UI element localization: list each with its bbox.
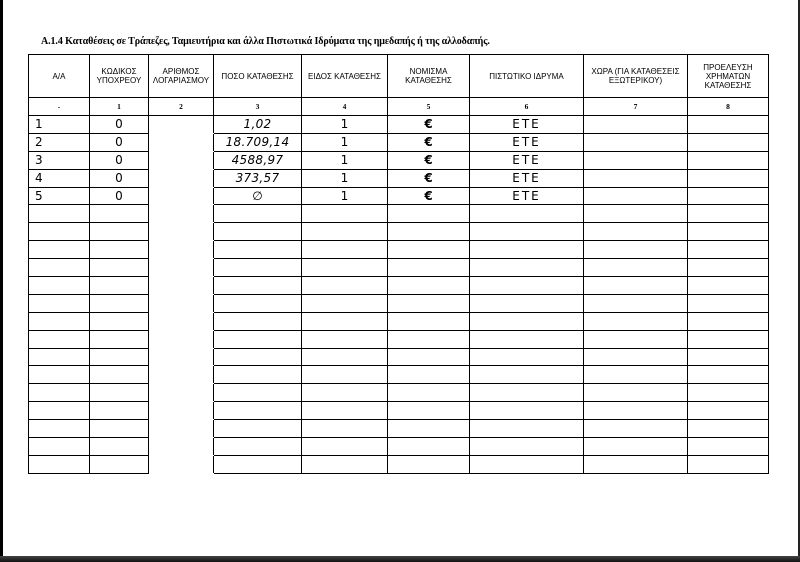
cell-empty — [29, 277, 90, 295]
cell-empty — [302, 455, 388, 473]
cell-empty — [688, 259, 769, 277]
cell-empty — [688, 205, 769, 223]
cell-empty — [302, 366, 388, 384]
cell-empty — [584, 330, 688, 348]
cell-empty — [214, 455, 302, 473]
cell-empty — [388, 366, 470, 384]
header-funds-source — [688, 55, 769, 98]
cell-account-number-redacted — [149, 312, 214, 330]
cell-empty — [214, 384, 302, 402]
cell-aa: 3 — [29, 151, 90, 169]
table-row-empty — [29, 312, 769, 330]
column-number: 7 — [584, 98, 688, 116]
cell-empty — [688, 223, 769, 241]
cell-empty — [584, 205, 688, 223]
header-account-number — [149, 55, 214, 98]
cell-empty — [214, 330, 302, 348]
cell-empty — [688, 241, 769, 259]
cell-empty — [470, 294, 584, 312]
cell-obligor-code: 0 — [90, 187, 149, 205]
cell-deposit-amount: 18.709,14 — [214, 133, 302, 151]
cell-empty — [214, 294, 302, 312]
cell-empty — [388, 438, 470, 456]
cell-empty — [470, 438, 584, 456]
cell-funds-source — [688, 151, 769, 169]
column-number: 8 — [688, 98, 769, 116]
table-row-empty — [29, 223, 769, 241]
cell-empty — [302, 402, 388, 420]
cell-empty — [29, 384, 90, 402]
cell-empty — [214, 438, 302, 456]
cell-deposit-amount: 4588,97 — [214, 151, 302, 169]
cell-deposit-type: 1 — [302, 187, 388, 205]
cell-empty — [584, 312, 688, 330]
cell-currency: € — [388, 169, 470, 187]
cell-empty — [688, 384, 769, 402]
cell-empty — [584, 455, 688, 473]
cell-empty — [29, 294, 90, 312]
cell-empty — [302, 348, 388, 366]
table-row — [29, 169, 769, 187]
cell-account-number-redacted — [149, 133, 214, 151]
cell-deposit-amount: 373,57 — [214, 169, 302, 187]
table-row-empty — [29, 241, 769, 259]
cell-deposit-type: 1 — [302, 133, 388, 151]
cell-empty — [584, 294, 688, 312]
cell-empty — [688, 402, 769, 420]
cell-empty — [29, 205, 90, 223]
header-deposit-amount: ΠΟΣΟ ΚΑΤΑΘΕΣΗΣ — [214, 55, 302, 98]
cell-empty — [90, 384, 149, 402]
cell-empty — [388, 455, 470, 473]
cell-empty — [688, 438, 769, 456]
cell-account-number-redacted — [149, 402, 214, 420]
cell-empty — [388, 205, 470, 223]
cell-empty — [302, 223, 388, 241]
cell-country — [584, 151, 688, 169]
header-obligor-code-label: ΚΩΔΙΚΟΣ ΥΠΟΧΡΕΟΥ — [96, 67, 142, 85]
cell-deposit-amount: ∅ — [214, 187, 302, 205]
table-row-empty — [29, 259, 769, 277]
cell-empty — [302, 259, 388, 277]
cell-empty — [388, 223, 470, 241]
cell-deposit-type: 1 — [302, 169, 388, 187]
cell-empty — [214, 277, 302, 295]
cell-empty — [214, 420, 302, 438]
cell-empty — [90, 402, 149, 420]
cell-obligor-code: 0 — [90, 169, 149, 187]
header-country-label: ΧΩΡΑ (ΓΙΑ ΚΑΤΑΘΕΣΕΙΣ ΕΞΩΤΕΡΙΚΟΥ) — [591, 67, 680, 85]
header-row — [29, 55, 769, 98]
cell-empty — [29, 348, 90, 366]
column-number: 1 — [90, 98, 149, 116]
cell-obligor-code: 0 — [90, 133, 149, 151]
cell-empty — [214, 241, 302, 259]
cell-empty — [90, 277, 149, 295]
cell-obligor-code: 0 — [90, 116, 149, 134]
table-row-empty — [29, 402, 769, 420]
cell-country — [584, 116, 688, 134]
cell-account-number-redacted — [149, 187, 214, 205]
cell-currency: € — [388, 151, 470, 169]
cell-empty — [29, 259, 90, 277]
cell-empty — [90, 312, 149, 330]
column-number: 3 — [214, 98, 302, 116]
header-deposit-type: ΕΙΔΟΣ ΚΑΤΑΘΕΣΗΣ — [302, 55, 388, 98]
cell-empty — [470, 420, 584, 438]
cell-empty — [29, 402, 90, 420]
cell-empty — [470, 402, 584, 420]
column-number: 6 — [470, 98, 584, 116]
cell-account-number-redacted — [149, 241, 214, 259]
cell-empty — [214, 223, 302, 241]
cell-empty — [302, 277, 388, 295]
cell-empty — [470, 366, 584, 384]
cell-empty — [470, 259, 584, 277]
cell-account-number-redacted — [149, 420, 214, 438]
table-row-empty — [29, 205, 769, 223]
cell-funds-source — [688, 116, 769, 134]
cell-empty — [470, 223, 584, 241]
cell-credit-institution: ΕΤΕ — [470, 116, 584, 134]
cell-empty — [90, 438, 149, 456]
cell-country — [584, 187, 688, 205]
table-row-empty — [29, 455, 769, 473]
cell-empty — [470, 312, 584, 330]
cell-empty — [29, 366, 90, 384]
table-row — [29, 133, 769, 151]
cell-obligor-code: 0 — [90, 151, 149, 169]
header-deposit-currency — [388, 55, 470, 98]
cell-empty — [302, 384, 388, 402]
cell-empty — [90, 223, 149, 241]
cell-empty — [214, 402, 302, 420]
cell-account-number-redacted — [149, 384, 214, 402]
cell-currency: € — [388, 187, 470, 205]
header-credit-institution: ΠΙΣΤΩΤΙΚΟ ΙΔΡΥΜΑ — [470, 55, 584, 98]
cell-empty — [388, 241, 470, 259]
cell-empty — [388, 420, 470, 438]
cell-empty — [302, 205, 388, 223]
cell-account-number-redacted — [149, 455, 214, 473]
cell-empty — [388, 330, 470, 348]
cell-empty — [214, 348, 302, 366]
table-row-empty — [29, 348, 769, 366]
cell-empty — [29, 223, 90, 241]
cell-empty — [688, 312, 769, 330]
header-country — [584, 55, 688, 98]
cell-empty — [688, 348, 769, 366]
cell-credit-institution: ΕΤΕ — [470, 151, 584, 169]
cell-empty — [584, 259, 688, 277]
cell-credit-institution: ΕΤΕ — [470, 169, 584, 187]
header-aa: Α/Α — [29, 55, 90, 98]
cell-empty — [214, 205, 302, 223]
cell-empty — [688, 294, 769, 312]
cell-empty — [584, 384, 688, 402]
cell-empty — [388, 402, 470, 420]
cell-account-number-redacted — [149, 223, 214, 241]
cell-empty — [90, 241, 149, 259]
cell-empty — [470, 277, 584, 295]
cell-funds-source — [688, 133, 769, 151]
cell-country — [584, 169, 688, 187]
cell-empty — [90, 330, 149, 348]
section-title: A.1.4 Καταθέσεις σε Τράπεζες, Ταμιευτήρια και άλλα Πιστωτικά Ιδρύματα της ημεδαπής ή της αλλοδαπής. — [41, 36, 490, 47]
header-deposit-currency-label: ΝΟΜΙΣΜΑ ΚΑΤΑΘΕΣΗΣ — [405, 67, 452, 85]
cell-empty — [584, 420, 688, 438]
cell-account-number-redacted — [149, 277, 214, 295]
cell-empty — [90, 205, 149, 223]
cell-empty — [388, 277, 470, 295]
cell-empty — [688, 277, 769, 295]
table-row-empty — [29, 384, 769, 402]
column-number: 4 — [302, 98, 388, 116]
cell-country — [584, 133, 688, 151]
cell-empty — [302, 312, 388, 330]
cell-empty — [29, 420, 90, 438]
cell-aa: 2 — [29, 133, 90, 151]
table-row — [29, 151, 769, 169]
cell-empty — [29, 455, 90, 473]
header-obligor-code — [90, 55, 149, 98]
cell-empty — [584, 223, 688, 241]
column-number: 2 — [149, 98, 214, 116]
header-account-number-label: ΑΡΙΘΜΟΣ ΛΟΓΑΡΙΑΣΜΟΥ — [152, 67, 210, 85]
cell-deposit-type: 1 — [302, 116, 388, 134]
cell-funds-source — [688, 187, 769, 205]
scan-edge-left — [0, 0, 3, 562]
cell-empty — [584, 277, 688, 295]
scan-edge-bottom — [0, 556, 800, 562]
cell-empty — [584, 241, 688, 259]
cell-currency: € — [388, 133, 470, 151]
column-number: 5 — [388, 98, 470, 116]
cell-account-number-redacted — [149, 294, 214, 312]
cell-empty — [470, 330, 584, 348]
cell-empty — [90, 348, 149, 366]
cell-empty — [688, 420, 769, 438]
cell-empty — [388, 384, 470, 402]
cell-empty — [688, 330, 769, 348]
cell-empty — [470, 348, 584, 366]
cell-empty — [302, 241, 388, 259]
cell-account-number-redacted — [149, 366, 214, 384]
cell-empty — [214, 366, 302, 384]
cell-credit-institution: ΕΤΕ — [470, 187, 584, 205]
table-row — [29, 187, 769, 205]
cell-empty — [29, 330, 90, 348]
cell-aa: 4 — [29, 169, 90, 187]
cell-empty — [29, 241, 90, 259]
table-row-empty — [29, 366, 769, 384]
cell-empty — [90, 455, 149, 473]
cell-empty — [214, 259, 302, 277]
cell-empty — [470, 455, 584, 473]
cell-account-number-redacted — [149, 438, 214, 456]
cell-empty — [90, 259, 149, 277]
column-number-row — [29, 98, 769, 116]
table-row-empty — [29, 277, 769, 295]
cell-empty — [388, 294, 470, 312]
cell-account-number-redacted — [149, 259, 214, 277]
cell-account-number-redacted — [149, 169, 214, 187]
cell-empty — [29, 312, 90, 330]
column-number: - — [29, 98, 90, 116]
cell-empty — [388, 259, 470, 277]
cell-empty — [584, 438, 688, 456]
table-row-empty — [29, 420, 769, 438]
cell-empty — [214, 312, 302, 330]
cell-deposit-type: 1 — [302, 151, 388, 169]
table-row-empty — [29, 330, 769, 348]
cell-currency: € — [388, 116, 470, 134]
cell-deposit-amount: 1,02 — [214, 116, 302, 134]
cell-empty — [29, 438, 90, 456]
cell-empty — [470, 384, 584, 402]
cell-empty — [90, 420, 149, 438]
cell-account-number-redacted — [149, 330, 214, 348]
cell-account-number-redacted — [149, 205, 214, 223]
cell-empty — [388, 312, 470, 330]
cell-empty — [90, 366, 149, 384]
cell-empty — [302, 420, 388, 438]
deposits-table — [28, 54, 769, 474]
cell-empty — [584, 366, 688, 384]
cell-account-number-redacted — [149, 151, 214, 169]
table-row-empty — [29, 294, 769, 312]
cell-empty — [584, 348, 688, 366]
cell-empty — [90, 294, 149, 312]
cell-empty — [302, 438, 388, 456]
cell-account-number-redacted — [149, 116, 214, 134]
header-funds-source-label: ΠΡΟΕΛΕΥΣΗ ΧΡΗΜΑΤΩΝ ΚΑΤΑΘΕΣΗΣ — [703, 62, 753, 90]
cell-credit-institution: ΕΤΕ — [470, 133, 584, 151]
cell-empty — [688, 455, 769, 473]
cell-empty — [470, 241, 584, 259]
table-row-empty — [29, 438, 769, 456]
cell-account-number-redacted — [149, 348, 214, 366]
cell-aa: 1 — [29, 116, 90, 134]
cell-empty — [688, 366, 769, 384]
cell-funds-source — [688, 169, 769, 187]
cell-empty — [302, 294, 388, 312]
cell-empty — [388, 348, 470, 366]
table-row — [29, 116, 769, 134]
cell-empty — [302, 330, 388, 348]
cell-empty — [470, 205, 584, 223]
cell-aa: 5 — [29, 187, 90, 205]
cell-empty — [584, 402, 688, 420]
